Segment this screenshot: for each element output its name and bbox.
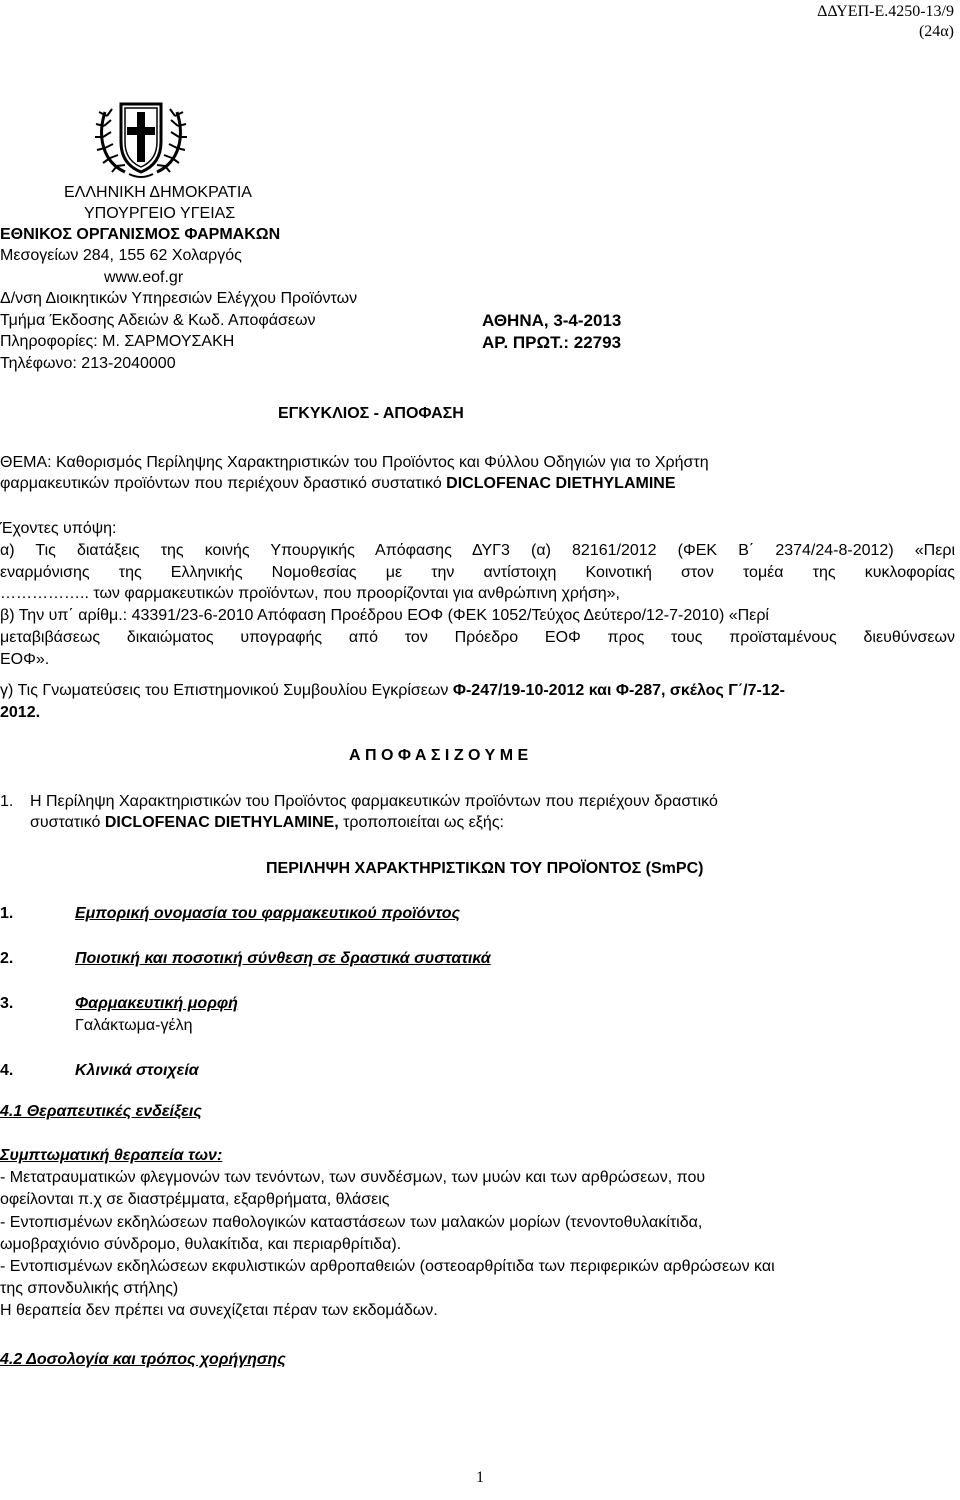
header-contact: Πληροφορίες: Μ. ΣΑΡΜΟΥΣΑΚΗ bbox=[0, 333, 235, 350]
subject-label: ΘΕΜΑ bbox=[0, 454, 48, 471]
considering-b-line-3: ΕΟΦ». bbox=[0, 651, 50, 668]
indication-line-1: - Μετατραυματικών φλεγμονών των τενόντων, των συνδέσμων, των μυών και των αρθρώσεων, που bbox=[0, 1169, 706, 1186]
subject-line-1 bbox=[0, 453, 709, 473]
considering-a-line-2: εναρμόνισης της Ελληνικής Νομοθεσίας με την αντίστοιχη Κοινοτική στον τομέα της κυκλοφορίας bbox=[0, 564, 955, 581]
header-ministry: ΥΠΟΥΡΓΕΙΟ ΥΓΕΙΑΣ bbox=[84, 205, 236, 222]
section-4-title: Κλινικά στοιχεία bbox=[75, 1062, 199, 1079]
document-title: ΕΓΚΥΚΛΙΟΣ - ΑΠΟΦΑΣΗ bbox=[278, 405, 464, 422]
considering-b-line-2: μεταβιβάσεως δικαιώματος υπογραφής από τον Πρόεδρο ΕΟΦ προς τους προϊσταμένους διευθύνσεων bbox=[0, 629, 955, 646]
indication-line-2: οφείλονται π.χ σε διαστρέμματα, εξαρθρήματα, θλάσεις bbox=[0, 1191, 390, 1208]
considering-a-line-1: α) Τις διατάξεις της κοινής Υπουργικής Απόφασης ΔΥΓ3 (α) 82161/2012 (ΦΕΚ Β΄ 2374/24-8-2012) «Περι bbox=[0, 542, 955, 559]
indication-line-7: Η θεραπεία δεν πρέπει να συνεχίζεται πέραν των εκδομάδων. bbox=[0, 1302, 438, 1319]
subject-text-2: φαρμακευτικών προϊόντων που περιέχουν δραστικό συστατικό bbox=[0, 475, 447, 492]
decision-item-number: 1. bbox=[0, 793, 14, 810]
reference-code: ΔΔΥΕΠ-Ε.4250-13/9 (24α) bbox=[817, 3, 954, 40]
section-2-title: Ποιοτική και ποσοτική σύνθεση σε δραστικά συστατικά bbox=[75, 950, 491, 967]
section-4-number: 4. bbox=[0, 1062, 14, 1079]
considering-c-text: γ) Τις Γνωματεύσεις του Επιστημονικού Συμβουλίου Εγκρίσεων bbox=[0, 682, 453, 699]
considering-a-text-3: . των φαρμακευτικών προϊόντων, που προορίζονται για ανθρώπινη χρήση», bbox=[84, 585, 620, 602]
header-phone: Τηλέφωνο: 213-2040000 bbox=[0, 355, 176, 372]
decision-item-line-2 bbox=[30, 813, 504, 833]
considering-a-line-3 bbox=[0, 584, 620, 604]
indication-line-6: της σπονδυλικής στήλης) bbox=[0, 1280, 179, 1297]
indication-line-5: - Εντοπισμένων εκδηλώσεων εκφυλιστικών αρθροπαθειών (οστεοαρθρίτιδα των περιφερικών αρθρώσεων και bbox=[0, 1258, 775, 1275]
decision-item-text-2: συστατικό bbox=[30, 814, 105, 831]
header-division: Δ/νση Διοικητικών Υπηρεσιών Ελέγχου Προϊόντων bbox=[0, 290, 358, 307]
considering-b-line-1 bbox=[0, 606, 769, 626]
header-address: Μεσογείων 284, 155 62 Χολαργός bbox=[0, 247, 242, 264]
header-website: www.eof.gr bbox=[104, 269, 184, 286]
section-4-1-subheading: Συμπτωματική θεραπεία των: bbox=[0, 1147, 223, 1164]
decision-item-substance: DICLOFENAC DIETHYLAMINE, bbox=[104, 814, 339, 831]
header-protocol: ΑΡ. ΠΡΩΤ.: 22793 bbox=[482, 333, 622, 352]
section-4-1-heading: 4.1 Θεραπευτικές ενδείξεις bbox=[0, 1103, 202, 1120]
decision-item-text-3: τροποποιείται ως εξής: bbox=[338, 814, 504, 831]
smpc-title: ΠΕΡΙΛΗΨΗ ΧΑΡΑΚΤΗΡΙΣΤΙΚΩΝ ΤΟΥ ΠΡΟΪΟΝΤΟΣ (SmPC) bbox=[266, 860, 704, 877]
section-4-2-heading: 4.2 Δοσολογία και τρόπος χορήγησης bbox=[0, 1351, 286, 1368]
considering-c-line-2: 2012. bbox=[0, 704, 41, 721]
considering-c-opinions: Φ-247/19-10-2012 και Φ-287, σκέλος Γ΄/7-12- bbox=[452, 682, 785, 699]
header-country: ΕΛΛΗΝΙΚΗ ΔΗΜΟΚΡΑΤΙΑ bbox=[64, 184, 252, 201]
subject-line-2 bbox=[0, 474, 676, 494]
decision-heading: Α Π Ο Φ Α Σ Ι Ζ Ο Υ Μ Ε bbox=[349, 747, 529, 764]
indication-line-4: ωμοβραχιόνιο σύνδρομο, θυλακίτιδα, και περιαρθρίτιδα). bbox=[0, 1236, 402, 1253]
considering-intro: Έχοντες υπόψη: bbox=[0, 520, 117, 537]
section-1-number: 1. bbox=[0, 905, 14, 922]
header-organization: ΕΘΝΙΚΟΣ ΟΡΓΑΝΙΣΜΟΣ ΦΑΡΜΑΚΩΝ bbox=[0, 226, 281, 243]
section-3-title: Φαρμακευτική μορφή bbox=[75, 995, 238, 1012]
section-2-number: 2. bbox=[0, 950, 14, 967]
page-number: 1 bbox=[476, 1469, 484, 1486]
pharmaceutical-form-value: Γαλάκτωμα-γέλη bbox=[75, 1017, 193, 1034]
active-substance: DICLOFENAC DIETHYLAMINE bbox=[446, 475, 676, 492]
subject-text-1: : Καθορισμός Περίληψης Χαρακτηριστικών του Προϊόντος και Φύλλου Οδηγιών για το Χρήστη bbox=[47, 454, 709, 471]
considering-c-line-1 bbox=[0, 681, 785, 701]
ellipsis-dots: ……………. bbox=[0, 585, 85, 602]
greek-state-emblem bbox=[95, 92, 187, 180]
considering-b-text: : 43391/23-6-2010 Απόφαση Προέδρου ΕΟΦ (ΦΕΚ 1052/Τεύχος Δεύτερο/12-7-2010) «Περί bbox=[122, 607, 769, 624]
section-3-number: 3. bbox=[0, 995, 14, 1012]
header-department: Τμήμα Έκδοσης Αδειών & Κωδ. Αποφάσεων bbox=[0, 312, 316, 329]
section-1-title: Εμπορική ονομασία του φαρμακευτικού προϊόντος bbox=[75, 905, 461, 922]
header-city-date: ΑΘΗΝΑ, 3-4-2013 bbox=[482, 311, 622, 330]
considering-b-label: β) Την υπ΄ αρίθμ. bbox=[0, 607, 123, 624]
indication-line-3: - Εντοπισμένων εκδηλώσεων παθολογικών καταστάσεων των μαλακών μορίων (τενοντοθυλακίτιδα, bbox=[0, 1214, 703, 1231]
decision-item-line-1: Η Περίληψη Χαρακτηριστικών του Προϊόντος φαρμακευτικών προϊόντων που περιέχουν δραστικό bbox=[30, 793, 718, 810]
